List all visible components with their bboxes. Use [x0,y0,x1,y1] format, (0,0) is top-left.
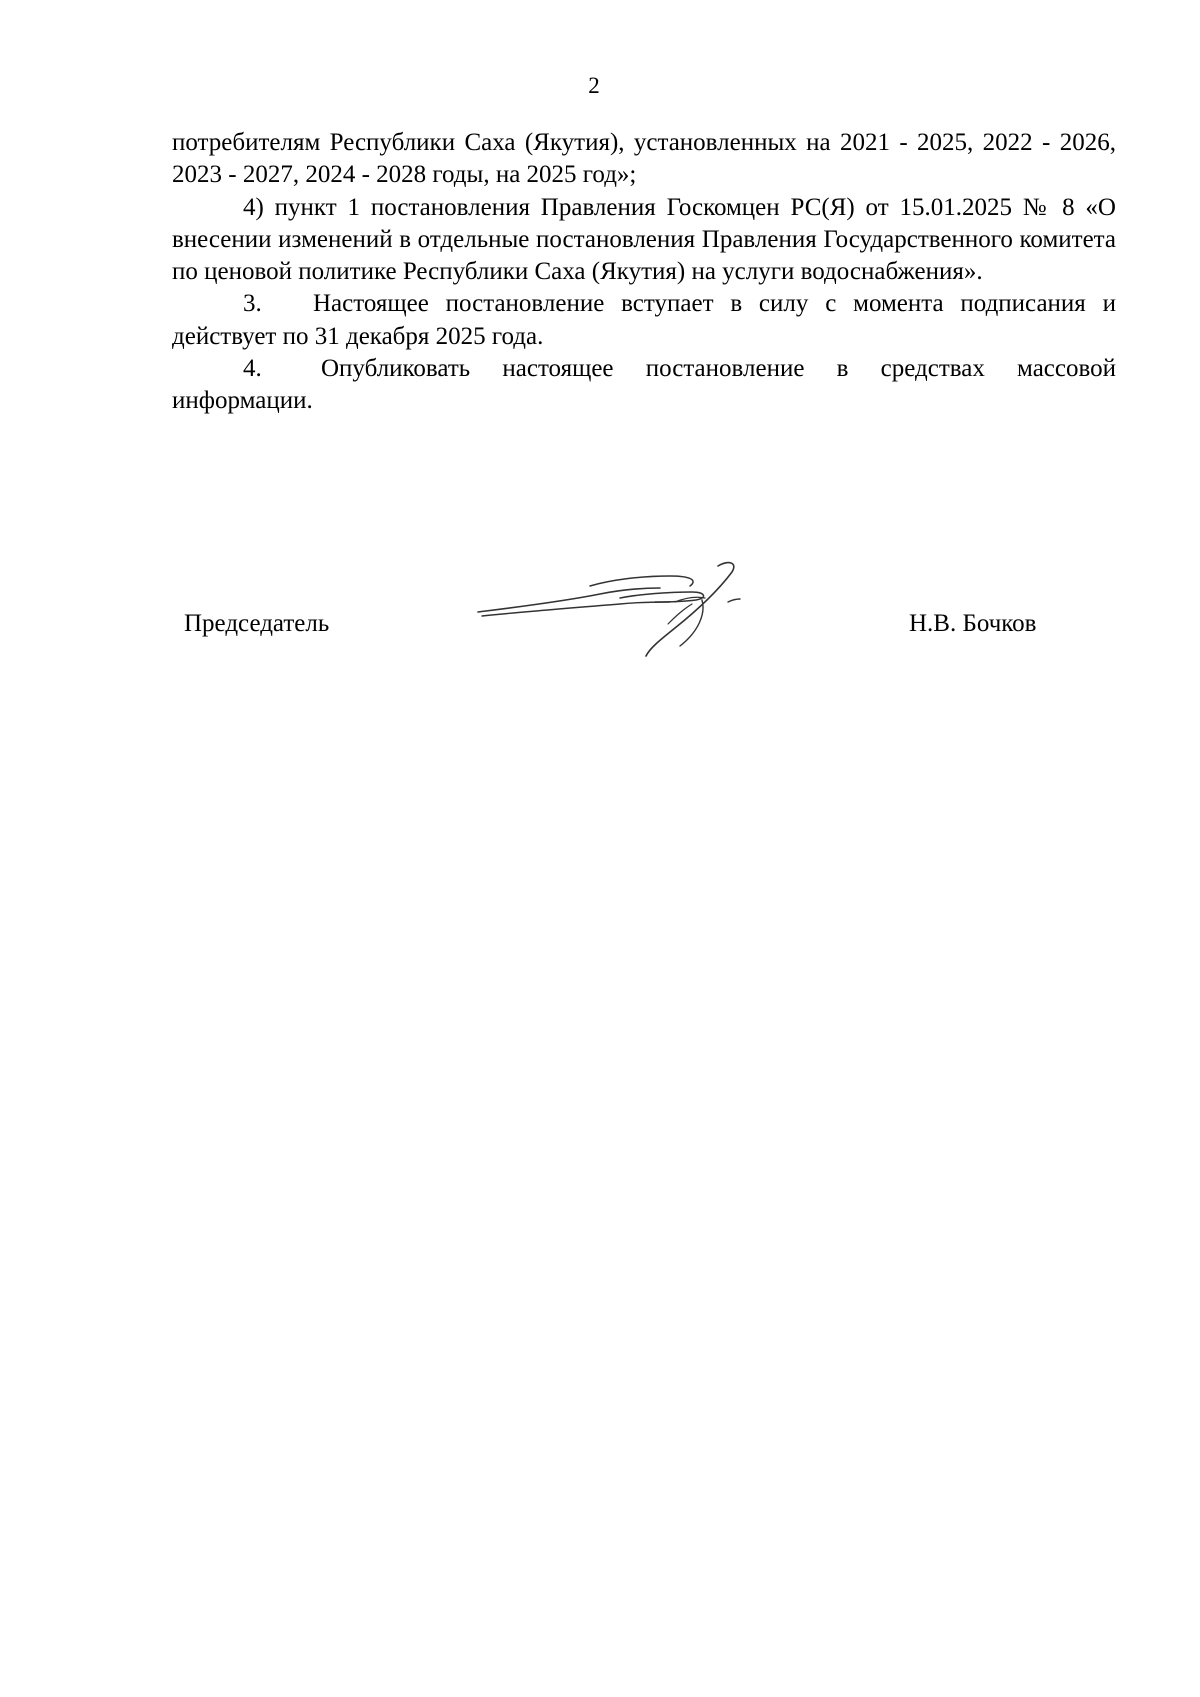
paragraph-continuation: потребителям Республики Саха (Якутия), установленных на 2021 - 2025, 2022 - 2026, 2023 - 2027, 2024 - 2028 годы, на 2025 год»; [172,129,1116,189]
document-body [172,127,1116,418]
item-number: 3. [243,290,262,318]
page-number: 2 [588,73,600,98]
item-number: 4. [243,355,262,383]
paragraph-item-4: 4) пункт 1 постановления Правления Госкомцен РС(Я) от 15.01.2025 № 8 «О внесении изменений в отдельные постановления Правления Государственного комитета по ценовой политике Республики Саха (Якутия) на услуги водоснабжения». [172,193,1116,286]
signatory-title: Председатель [184,610,330,637]
paragraph-item-3-point [172,288,1116,353]
signatory-name: Н.В. Бочков [909,610,1037,637]
signature-block [0,608,1200,648]
paragraph-item-4-point [172,353,1116,418]
item-text: Настоящее постановление вступает в силу с момента подписания и действует по 31 декабря 2025 года. [172,290,1116,350]
item-text: Опубликовать настоящее постановление в средствах массовой информации. [172,355,1116,415]
